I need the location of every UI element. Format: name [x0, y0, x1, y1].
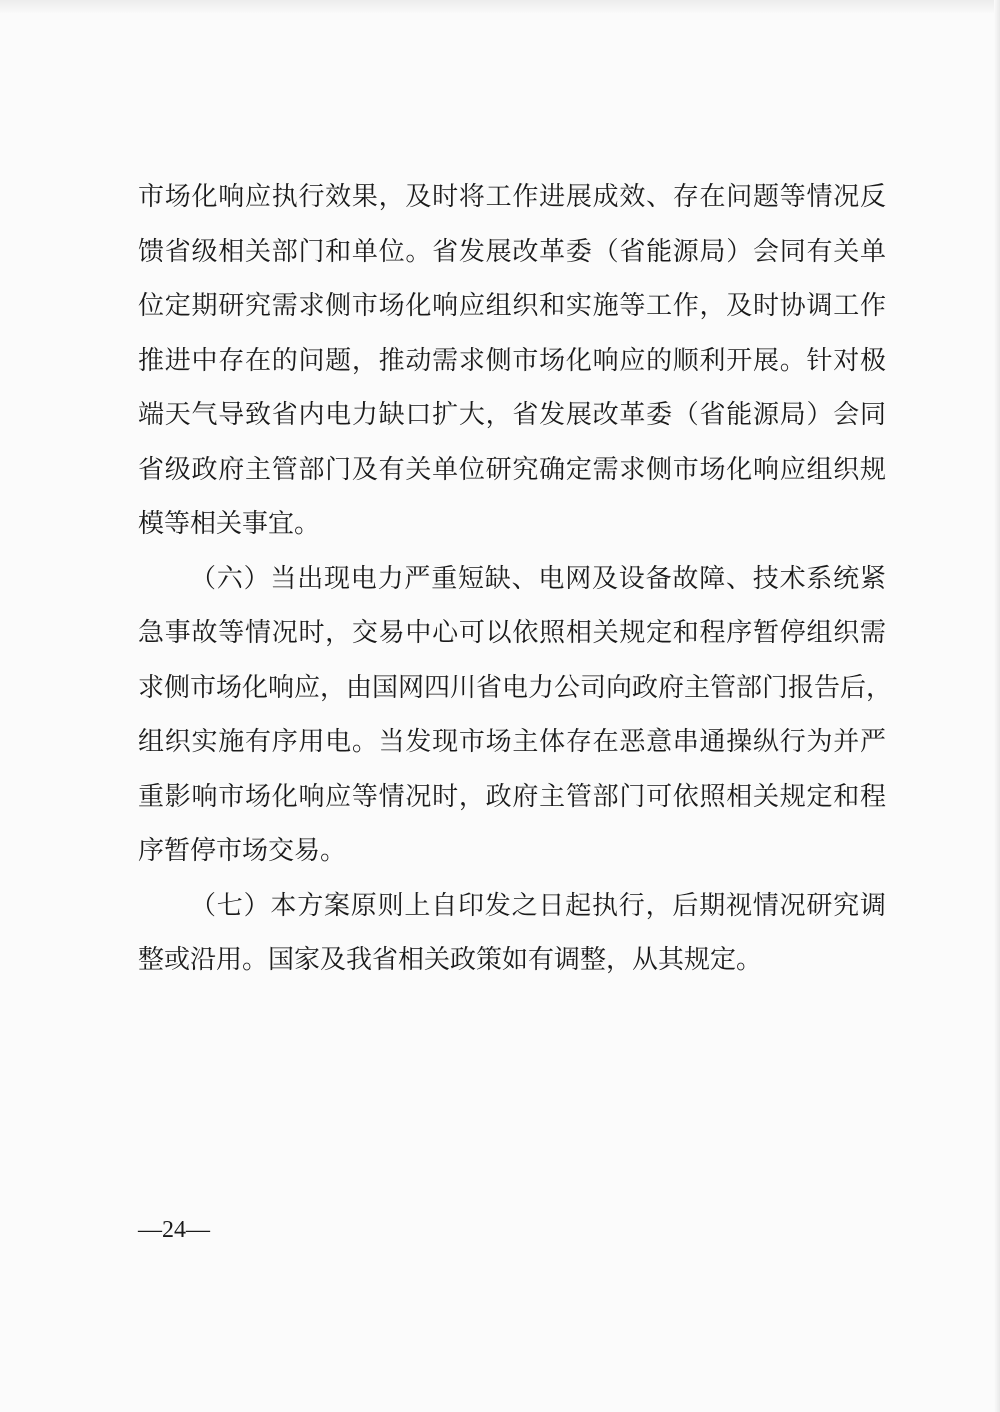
text-line-15: 整或沿用。国家及我省相关政策如有调整，从其规定。: [138, 945, 763, 975]
body-text: [138, 170, 893, 988]
scan-edge-right: [994, 0, 1000, 1412]
text-line-12: 重影响市场化响应等情况时，政府主管部门可依照相关规定和程: [138, 781, 886, 812]
text-line-13: 序暂停市场交易。: [138, 836, 347, 866]
text-line-5: 端天气导致省内电力缺口扩大，省发展改革委（省能源局）会同: [138, 400, 886, 430]
page-number: —24—: [138, 1217, 210, 1243]
text-line-9: 急事故等情况时，交易中心可以依照相关规定和程序暂停组织需: [138, 618, 886, 648]
text-line-1: 市场化响应执行效果，及时将工作进展成效、存在问题等情况反: [138, 182, 886, 212]
text-line-3: 位定期研究需求侧市场化响应组织和实施等工作，及时协调工作: [138, 291, 886, 321]
text-line-7: 模等相关事宜。: [138, 509, 321, 539]
text-line-11: 组织实施有序用电。当发现市场主体存在恶意串通操纵行为并严: [138, 727, 886, 757]
text-line-14: （七）本方案原则上自印发之日起执行，后期视情况研究调: [190, 890, 886, 921]
text-line-6: 省级政府主管部门及有关单位研究确定需求侧市场化响应组织规: [138, 454, 886, 485]
text-line-10: 求侧市场化响应，由国网四川省电力公司向政府主管部门报告后，: [138, 672, 893, 703]
scan-edge-top: [0, 0, 1000, 14]
text-line-4: 推进中存在的问题，推动需求侧市场化响应的顺利开展。针对极: [138, 345, 886, 376]
text-line-8: （六）当出现电力严重短缺、电网及设备故障、技术系统紧: [190, 563, 886, 594]
text-line-2: 馈省级相关部门和单位。省发展改革委（省能源局）会同有关单: [138, 236, 886, 267]
